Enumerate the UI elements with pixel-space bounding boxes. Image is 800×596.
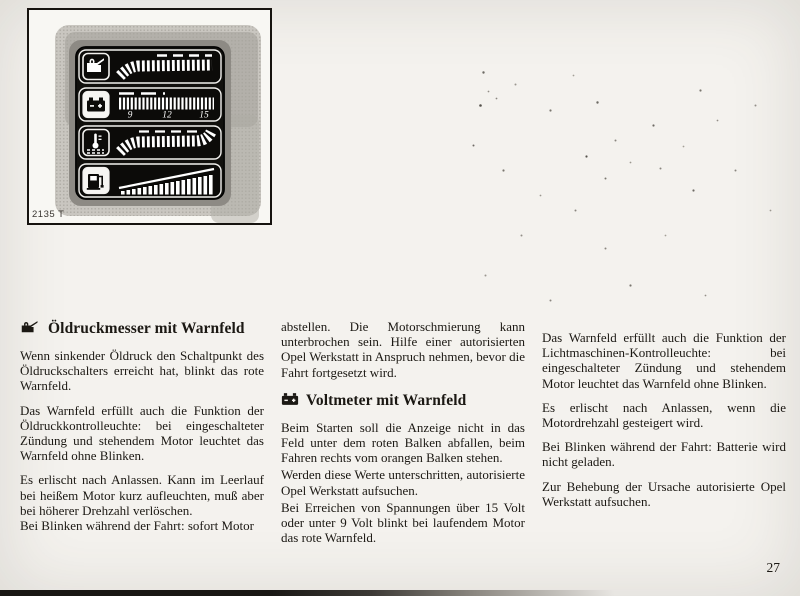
- paragraph: Das Warnfeld erfüllt auch die Funktion der Lichtmaschinen-Kontrolleuchte: bei eingeschalteter Zündung und stehendem Motor leuchtet das Warnfeld ohne Blinken.: [542, 330, 786, 391]
- section-heading-text: Voltmeter mit Warnfeld: [306, 392, 467, 410]
- paragraph: Es erlischt nach Anlassen, wenn die Motordrehzahl gesteigert wird.: [542, 399, 786, 431]
- column-voltmeter: [281, 319, 525, 545]
- gauge-row-coolant-temperature: [79, 126, 221, 159]
- paragraph: Das Warnfeld erfüllt auch die Funktion der Öldruckkontrolleuchte: bei eingeschalteter Zündung und stehendem Motor leuchtet das Warnfeld ohne Blinken.: [20, 402, 264, 464]
- figure-label: 2135 T: [32, 209, 65, 220]
- volt-scale-12: 12: [162, 110, 172, 121]
- section-heading-oil: [20, 319, 264, 339]
- paragraph: Bei Blinken während der Fahrt: sofort Motor: [20, 518, 254, 534]
- battery-icon: [281, 392, 299, 411]
- scan-edge-artifact: [0, 590, 640, 596]
- instrument-cluster: [75, 46, 225, 200]
- figure-frame: [27, 8, 272, 225]
- section-heading-voltmeter: [281, 392, 525, 411]
- dashboard-panel: [55, 25, 261, 216]
- column-oil-pressure: [20, 319, 264, 545]
- gauge-row-fuel: [79, 164, 221, 197]
- section-heading-text: Öldruckmesser mit Warnfeld: [48, 320, 245, 337]
- oil-can-icon: [20, 319, 41, 339]
- gauge-row-oil-pressure: [79, 50, 221, 83]
- text-columns: [20, 319, 786, 545]
- volt-scale-15: 15: [199, 110, 209, 121]
- paragraph: abstellen. Die Motorschmierung kann unterbrochen sein. Hilfe einer autorisierten Opel Werkstatt in Anspruch nehmen, bevor die Fahrt fortgesetzt wird.: [281, 319, 525, 380]
- gauge-row-voltmeter: [79, 88, 221, 121]
- paragraph: Bei Blinken während der Fahrt: Batterie wird nicht geladen.: [542, 439, 786, 470]
- scan-noise: [455, 50, 456, 51]
- battery-icon: [83, 92, 109, 118]
- column-voltmeter-continued: [542, 319, 786, 545]
- coolant-temperature-icon: [83, 130, 109, 156]
- paragraph: Bei Erreichen von Spannungen über 15 Volt oder unter 9 Volt blinkt bei laufendem Motor das rote Warnfeld.: [281, 499, 525, 546]
- oil-can-icon: [83, 54, 109, 80]
- paragraph: Beim Starten soll die Anzeige nicht in das Feld unter dem roten Balken abfallen, beim Fahren rechts vom orangen Balken stehen.: [281, 419, 525, 466]
- paragraph: Werden diese Werte unterschritten, autorisierte Opel Werkstatt aufsuchen.: [281, 467, 525, 498]
- page-number: 27: [766, 560, 780, 575]
- paragraph: Zur Behebung der Ursache autorisierte Opel Werkstatt aufsuchen.: [542, 478, 786, 509]
- volt-scale-9: 9: [127, 110, 133, 121]
- paragraph: Es erlischt nach Anlassen. Kann im Leerlauf bei heißem Motor kurz aufleuchten, muß aber bei höherer Drehzahl verlöschen.: [20, 472, 264, 518]
- fuel-pump-icon: [83, 168, 109, 194]
- paragraph: Wenn sinkender Öldruck den Schaltpunkt des Öldruckschalters erreicht hat, blinkt das rote Warnfeld.: [20, 348, 264, 394]
